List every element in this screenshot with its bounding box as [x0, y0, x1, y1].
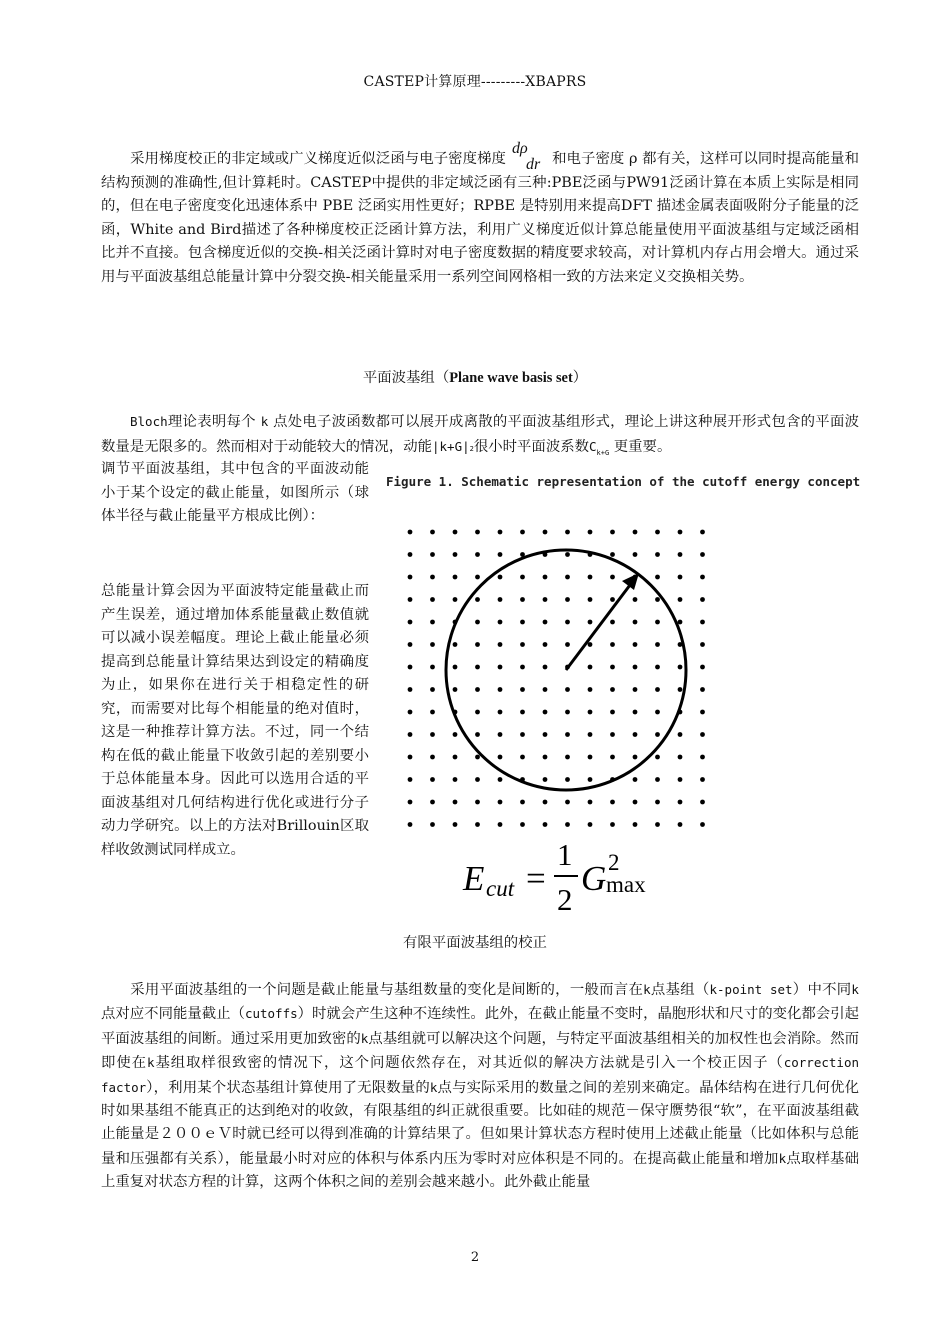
lattice-point: [520, 687, 525, 692]
p3-t10: 点取样基础上重复对状态方程的计算，这两个体积之间的差别会越来越小。此外截止能量: [101, 1150, 859, 1191]
lattice-point: [700, 620, 705, 625]
page-header: CASTEP计算原理---------XBAPRS: [363, 74, 587, 90]
density-gradient-fraction: [506, 140, 552, 173]
cutoff-formula: [462, 837, 646, 917]
lattice-point: [565, 822, 570, 827]
lattice-point: [498, 642, 503, 647]
formula-equals: =: [526, 859, 546, 898]
p1-mid: 和电子密度: [552, 151, 625, 167]
lattice-point: [610, 665, 615, 670]
lattice-point: [475, 665, 480, 670]
lattice-point: [565, 575, 570, 580]
radius-arrow-shaft: [566, 581, 633, 670]
lattice-point: [453, 687, 458, 692]
lattice-point: [610, 822, 615, 827]
lattice-point: [678, 732, 683, 737]
lattice-point: [588, 620, 593, 625]
lattice-point: [633, 822, 638, 827]
lattice-point: [498, 552, 503, 557]
lattice-point: [430, 642, 435, 647]
lattice-point: [543, 575, 548, 580]
lattice-point: [700, 575, 705, 580]
radius-arrow-head: [622, 573, 639, 590]
lattice-point: [565, 530, 570, 535]
lattice-point: [700, 732, 705, 737]
lattice-point: [408, 822, 413, 827]
lattice-point: [565, 687, 570, 692]
lattice-point: [453, 552, 458, 557]
lattice-point: [633, 665, 638, 670]
lattice-point: [610, 620, 615, 625]
lattice-point: [408, 710, 413, 715]
lattice-point: [498, 710, 503, 715]
p3-t9: 点与实际采用的数量之间的差别来确定。晶体结构在进行几何优化时如果基组不能真正的达到绝对的收敛，有限基组的纠正就很重要。比如硅的规范－保守赝势很“软”，在平面波基组截止能量是２００ｅＶ时就已经可以得到准确的计算结果了。但如果计算状态方程时使用上述截止能量（比如体积与总能量和压强都有关系），能量最小时对应的体积与体系内压为零时对应体积是不同的。在提高截止能量和增加: [101, 1079, 859, 1167]
lattice-point: [520, 732, 525, 737]
lattice-point: [655, 642, 660, 647]
p3-k-a: k: [643, 982, 651, 997]
lattice-point: [430, 575, 435, 580]
lattice-point: [498, 755, 503, 760]
p1-rest: 都有关，这样可以同时提高能量和结构预测的准确性,但计算耗时。CASTEP中提供的非定域泛函有三种:PBE泛函与PW91泛函计算在本质上实际是相同的，但在电子密度变化迅速体系中 PBE 泛函实用性更好；RPBE 是特别用来提高DFT 描述金属表面吸附分子能量的泛函，White and Bird描述了各种梯度校正泛函计算方法，利用广义梯度近似计算总能量使用平面波基组与定域泛函相比并不直接。包含梯度近似的交换-相关泛函计算时对电子密度数据的精度要求较高，对计算机内存占用会增大。通过采用与平面波基组总能量计算中分裂交换-相关能量采用一系列空间网格相一致的方法来定义交换相关势。: [101, 151, 859, 285]
lattice-point: [498, 665, 503, 670]
lattice-point: [588, 530, 593, 535]
page-number: 2: [470, 1250, 480, 1265]
paragraph-gradient-correction: [101, 140, 859, 290]
lattice-point: [700, 777, 705, 782]
p3-correction-factor: correction factor: [101, 1055, 859, 1095]
lattice-point: [610, 710, 615, 715]
lattice-point: [543, 710, 548, 715]
lattice-point: [565, 755, 570, 760]
lattice-point: [565, 800, 570, 805]
lattice-point: [520, 642, 525, 647]
lattice-point: [588, 687, 593, 692]
lattice-point: [430, 822, 435, 827]
lattice-point: [588, 665, 593, 670]
lattice-point: [430, 552, 435, 557]
lattice-point: [655, 687, 660, 692]
lattice-point: [543, 687, 548, 692]
lattice-point: [543, 755, 548, 760]
formula-denominator: 2: [557, 882, 573, 917]
p3-t8: ），利用某个状态基组计算使用了无限数量的: [146, 1079, 430, 1096]
rho-symbol: ρ: [629, 151, 638, 167]
lattice-point: [588, 755, 593, 760]
lattice-point: [520, 575, 525, 580]
lattice-point: [430, 710, 435, 715]
lattice-point: [498, 597, 503, 602]
lattice-point: [655, 552, 660, 557]
lattice-point: [430, 800, 435, 805]
left-column-part2: 总能量计算会因为平面波特定能量截止而产生误差，通过增加体系能量截止数值就可以减小误差幅度。理论上截止能量必须提高到总能量计算结果达到设定的精确度为止，如果你在进行关于相稳定性的研究，而需要对比每个相能量的绝对值时，这是一种推荐计算方法。不过，同一个结构在低的截止能量下收敛引起的差别要小于总体能量本身。因此可以选用合适的平面波基组对几何结构进行优化或进行分子动力学研究。以上的方法对Brillouin区取样收敛测试同样成立。: [101, 583, 369, 858]
lattice-point: [700, 552, 705, 557]
lattice-point: [453, 777, 458, 782]
p3-kpoint-set: k-point set: [709, 982, 793, 997]
lattice-point: [543, 777, 548, 782]
p1-lead: 采用梯度校正的非定域或广义梯度近似泛函与电子密度梯度: [130, 151, 507, 167]
p2-text-c: 很小时平面波系数: [473, 438, 589, 455]
p3-t3: ）中不同: [792, 982, 852, 998]
lattice-point: [633, 710, 638, 715]
lattice-point: [430, 732, 435, 737]
lattice-point: [430, 665, 435, 670]
lattice-point: [408, 732, 413, 737]
lattice-point: [678, 575, 683, 580]
lattice-point: [520, 710, 525, 715]
lattice-point: [633, 687, 638, 692]
lattice-point: [520, 800, 525, 805]
lattice-point: [700, 597, 705, 602]
lattice-point: [700, 687, 705, 692]
lattice-point: [543, 530, 548, 535]
paragraph-finite-basis-correction: [101, 978, 859, 1195]
lattice-point: [700, 642, 705, 647]
lattice-point: [588, 732, 593, 737]
p3-t2: 点基组（: [650, 982, 710, 998]
lattice-point: [633, 777, 638, 782]
lattice-point: [498, 575, 503, 580]
lattice-point: [408, 620, 413, 625]
lattice-point: [475, 687, 480, 692]
cutoff-energy-diagram: [386, 474, 846, 934]
lattice-point: [475, 597, 480, 602]
p3-k-e: k: [429, 1079, 438, 1095]
lattice-point: [543, 800, 548, 805]
lattice-point: [655, 597, 660, 602]
section-title-cn: 平面波基组（: [362, 370, 450, 386]
lattice-point: [678, 530, 683, 535]
coefficient-subscript: k+G: [596, 448, 610, 457]
lattice-point: [498, 530, 503, 535]
reciprocal-lattice-points: [408, 530, 705, 827]
lattice-point: [453, 732, 458, 737]
p3-k-d: k: [146, 1055, 155, 1071]
lattice-point: [498, 732, 503, 737]
lattice-point: [610, 642, 615, 647]
lattice-point: [453, 755, 458, 760]
lattice-point: [633, 597, 638, 602]
lattice-point: [700, 755, 705, 760]
lattice-point: [655, 620, 660, 625]
lattice-point: [498, 777, 503, 782]
lattice-point: [453, 665, 458, 670]
lattice-point: [520, 822, 525, 827]
formula-exponent: 2: [608, 850, 620, 875]
formula-max: max: [606, 872, 646, 897]
left-column-part1: 调节平面波基组，其中包含的平面波动能小于某个设定的截止能量，如图所示（球体半径与截止能量平方根成比例）：: [101, 461, 369, 524]
lattice-point: [520, 665, 525, 670]
lattice-point: [633, 552, 638, 557]
lattice-point: [408, 687, 413, 692]
p2-text-b: 点处电子波函数都可以展开成离散的平面波基组形式，理论上讲这种展开形式包含的平面波数量是无限多的。然而相对于动能较大的情况，动能: [101, 414, 859, 455]
lattice-point: [633, 530, 638, 535]
lattice-point: [475, 755, 480, 760]
lattice-point: [498, 800, 503, 805]
lattice-point: [543, 665, 548, 670]
lattice-point: [453, 530, 458, 535]
lattice-point: [678, 552, 683, 557]
lattice-point: [588, 822, 593, 827]
lattice-point: [633, 732, 638, 737]
lattice-point: [678, 800, 683, 805]
p3-k-b: k: [851, 982, 859, 997]
lattice-point: [655, 777, 660, 782]
lattice-point: [408, 552, 413, 557]
lattice-point: [700, 710, 705, 715]
formula-cut: cut: [486, 876, 515, 901]
p2-text-d: 更重要。: [613, 438, 672, 455]
lattice-point: [610, 800, 615, 805]
p3-t6: 点基组就可以解决这个问题，与特定平面波基组相关的加权性也会消除。然而即使在: [101, 1030, 859, 1072]
formula-g: G: [581, 859, 607, 898]
lattice-point: [498, 822, 503, 827]
lattice-point: [520, 597, 525, 602]
lattice-point: [678, 755, 683, 760]
lattice-point: [565, 642, 570, 647]
p2-text-a: 理论表明每个: [167, 414, 256, 430]
lattice-point: [588, 710, 593, 715]
lattice-point: [610, 687, 615, 692]
lattice-point: [610, 597, 615, 602]
lattice-point: [655, 665, 660, 670]
lattice-point: [475, 777, 480, 782]
lattice-point: [543, 732, 548, 737]
lattice-point: [453, 800, 458, 805]
lattice-point: [543, 597, 548, 602]
lattice-point: [543, 642, 548, 647]
lattice-point: [565, 777, 570, 782]
p3-t7: 基组取样很致密的情况下，这个问题依然存在，对其近似的解决方法就是引入一个校正因子（: [154, 1055, 784, 1072]
lattice-point: [453, 642, 458, 647]
lattice-point: [633, 642, 638, 647]
lattice-point: [565, 710, 570, 715]
lattice-point: [588, 575, 593, 580]
lattice-point: [475, 552, 480, 557]
lattice-point: [430, 530, 435, 535]
lattice-point: [543, 620, 548, 625]
lattice-point: [565, 620, 570, 625]
lattice-point: [678, 822, 683, 827]
figure-caption: 有限平面波基组的校正: [403, 935, 547, 951]
p3-t1: 采用平面波基组的一个问题是截止能量与基组数量的变化是间断的，一般而言在: [130, 982, 644, 998]
lattice-point: [520, 620, 525, 625]
formula-numerator: 1: [557, 837, 573, 872]
lattice-point: [408, 575, 413, 580]
lattice-point: [430, 755, 435, 760]
p3-k-f: k: [778, 1150, 787, 1166]
lattice-point: [610, 575, 615, 580]
lattice-point: [655, 710, 660, 715]
lattice-point: [633, 755, 638, 760]
lattice-point: [475, 530, 480, 535]
lattice-point: [453, 597, 458, 602]
section-title-en: Plane wave basis set: [449, 370, 573, 386]
fraction-denominator: dr: [526, 156, 541, 173]
lattice-point: [565, 552, 570, 557]
coefficient-c: C: [589, 438, 597, 454]
bloch-word: Bloch: [130, 414, 168, 429]
p3-t4: 点对应不同能量截止（: [101, 1006, 245, 1023]
lattice-point: [678, 687, 683, 692]
paragraph-bloch: [101, 410, 859, 465]
section-heading: [0, 366, 950, 387]
lattice-point: [475, 575, 480, 580]
lattice-point: [475, 642, 480, 647]
lattice-point: [588, 777, 593, 782]
lattice-point: [430, 687, 435, 692]
lattice-point: [678, 777, 683, 782]
lattice-point: [655, 755, 660, 760]
lattice-point: [700, 530, 705, 535]
section-title-close: ）: [572, 370, 588, 386]
lattice-point: [408, 597, 413, 602]
lattice-point: [408, 642, 413, 647]
lattice-point: [655, 575, 660, 580]
lattice-point: [565, 597, 570, 602]
lattice-point: [520, 530, 525, 535]
lattice-point: [430, 620, 435, 625]
p3-cutoffs: cutoffs: [244, 1006, 298, 1022]
kinetic-energy-term: |k+G|: [432, 438, 470, 454]
lattice-point: [610, 732, 615, 737]
lattice-point: [453, 575, 458, 580]
p2-k: k: [260, 414, 269, 429]
lattice-point: [475, 822, 480, 827]
lattice-point: [408, 800, 413, 805]
lattice-point: [633, 620, 638, 625]
lattice-point: [430, 597, 435, 602]
lattice-point: [610, 552, 615, 557]
lattice-point: [430, 777, 435, 782]
lattice-point: [633, 800, 638, 805]
figure-title: Figure 1. Schematic representation of the cutoff energy concept: [386, 474, 861, 489]
lattice-point: [498, 620, 503, 625]
lattice-point: [408, 530, 413, 535]
lattice-point: [655, 800, 660, 805]
lattice-point: [408, 665, 413, 670]
lattice-point: [475, 732, 480, 737]
lattice-point: [408, 755, 413, 760]
lattice-point: [408, 777, 413, 782]
lattice-point: [700, 822, 705, 827]
lattice-point: [565, 732, 570, 737]
formula-e: E: [463, 859, 485, 898]
lattice-point: [610, 530, 615, 535]
lattice-point: [543, 822, 548, 827]
cutoff-energy-figure: [386, 474, 861, 934]
lattice-point: [655, 732, 660, 737]
lattice-point: [655, 822, 660, 827]
lattice-point: [588, 800, 593, 805]
lattice-point: [498, 687, 503, 692]
lattice-point: [588, 597, 593, 602]
lattice-point: [655, 530, 660, 535]
lattice-point: [475, 620, 480, 625]
lattice-point: [700, 665, 705, 670]
fraction-numerator: dρ: [512, 140, 528, 157]
lattice-point: [610, 755, 615, 760]
lattice-point: [700, 800, 705, 805]
lattice-point: [453, 822, 458, 827]
lattice-point: [678, 665, 683, 670]
lattice-point: [475, 800, 480, 805]
p3-t5: ）时就会产生这种不连续性。此外，在截止能量不变时，晶胞形状和尺寸的变化都会引起平面波基组的间断。通过采用更加致密的: [101, 1006, 859, 1047]
kinetic-energy-exponent: 2: [469, 444, 474, 453]
p3-k-c: k: [360, 1030, 369, 1046]
lattice-point: [678, 597, 683, 602]
lattice-point: [475, 710, 480, 715]
lattice-point: [520, 755, 525, 760]
